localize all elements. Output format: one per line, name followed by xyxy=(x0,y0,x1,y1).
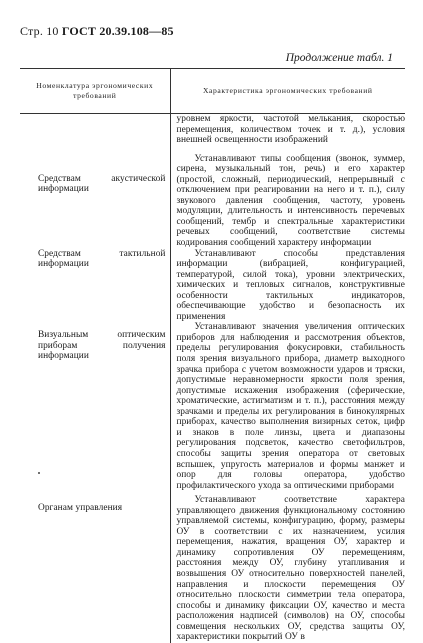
row-description-cell xyxy=(170,491,405,643)
page-header xyxy=(20,24,174,39)
column-header-nomenclature: Номенклатура эргономических требований xyxy=(20,69,170,114)
row-description-text: уровнем яркости, частотой мелькания, скоростью перемещения, количеством точек и т. д.), условия внешней освещенности изображений xyxy=(176,114,405,146)
table-continuation-label: Продолжение табл. 1 xyxy=(285,52,393,64)
row-requirement-label: Визуальным оптическим приборам получения информации xyxy=(38,330,166,362)
row-requirement-cell xyxy=(20,322,170,491)
row-requirement-cell xyxy=(20,249,170,323)
row-requirement-label: Органам управления xyxy=(38,503,123,514)
row-description-text: Устанавливают способы представления информации (вибрацией, конфигурацией, температурой, силой тока), уровни электрических, химических и тепловых сигналов, конструктивные особенности тактильных индикаторов, обеспечивающие удобство и безопасность их применения xyxy=(176,248,405,322)
row-requirement-label: Средствам тактильной информации xyxy=(38,248,166,270)
row-description-text: Устанавливают значения увеличения оптических приборов для наблюдения и рассмотрения объектов, пределы регулирования фокусировки, стабильность поля зрения визуального прибора, диаметр выходного зрачка прибора с учетом возможности ударов и тряски, допустимые неравномерности яркости поля зрения, допустимые искажения изображения (сферические, хроматические, астигматизм и т. п.), расстояния между зрачками и пределы их регулирования в бинокулярных приборах, качество выполнения визирных сеток, цифр и знаков в поле линзы, цвета и диапазоны регулирования подсветок, качество светофильтров, способы защиты зрения оператора от световых вспышек, упругость материалов и формы манжет и опор для головы оператора, удобство профилактического ухода за оптическими приборами xyxy=(176,322,405,491)
table-header-row xyxy=(20,69,405,114)
column-header-characteristics: Характеристика эргономических требований xyxy=(170,69,405,114)
row-description-cell xyxy=(170,249,405,323)
row-description-cell xyxy=(170,322,405,491)
print-speck xyxy=(38,472,40,474)
row-description-cell xyxy=(170,146,405,249)
table-row xyxy=(20,249,405,323)
row-requirement-cell xyxy=(20,114,170,146)
row-description-cell xyxy=(170,114,405,146)
table-row xyxy=(20,146,405,249)
standard-code: ГОСТ 20.39.108—85 xyxy=(61,24,174,38)
table-row xyxy=(20,322,405,491)
row-requirement-cell xyxy=(20,491,170,643)
table-row xyxy=(20,491,405,643)
table-row xyxy=(20,114,405,146)
page-number: Стр. 10 xyxy=(20,24,59,38)
row-requirement-label: Средствам акустической информации xyxy=(38,173,166,195)
requirements-table xyxy=(20,68,405,643)
row-description-text: Устанавливают типы сообщения (звонок, зуммер, сирена, музыкальный тон, речь) и его характер (простой, сложный, периодический, непрерывный с отключением при реагировании на него и т. п.), силу звукового давления сообщения, частоту, уровень модуляции, длительность и интенсивность перечевых сообщений, тембр и спектральные характеристики речевых сообщений, соответствие системы кодирования сообщений характеру информации xyxy=(176,153,405,249)
row-description-text: Устанавливают соответствие характера управляющего движения функциональному состоянию управляемой системы, конфигурацию, форму, размеры ОУ в соответствии с их назначением, усилия перемещения, нажатия, вращения ОУ, характер и динамику сопротивления ОУ перемещениям, расстояния между ОУ, глубину утапливания и возвышения ОУ относительно поверхностей панелей, направления и плоскости перемещения ОУ относительно плоскости симметрии тела оператора, способы и динамику фиксации ОУ, качество и места расположения надписей (символов) на ОУ, способы совмещения нескольких ОУ, средства защиты ОУ, характеристики покрытий ОУ в xyxy=(176,495,405,643)
row-requirement-cell xyxy=(20,146,170,249)
